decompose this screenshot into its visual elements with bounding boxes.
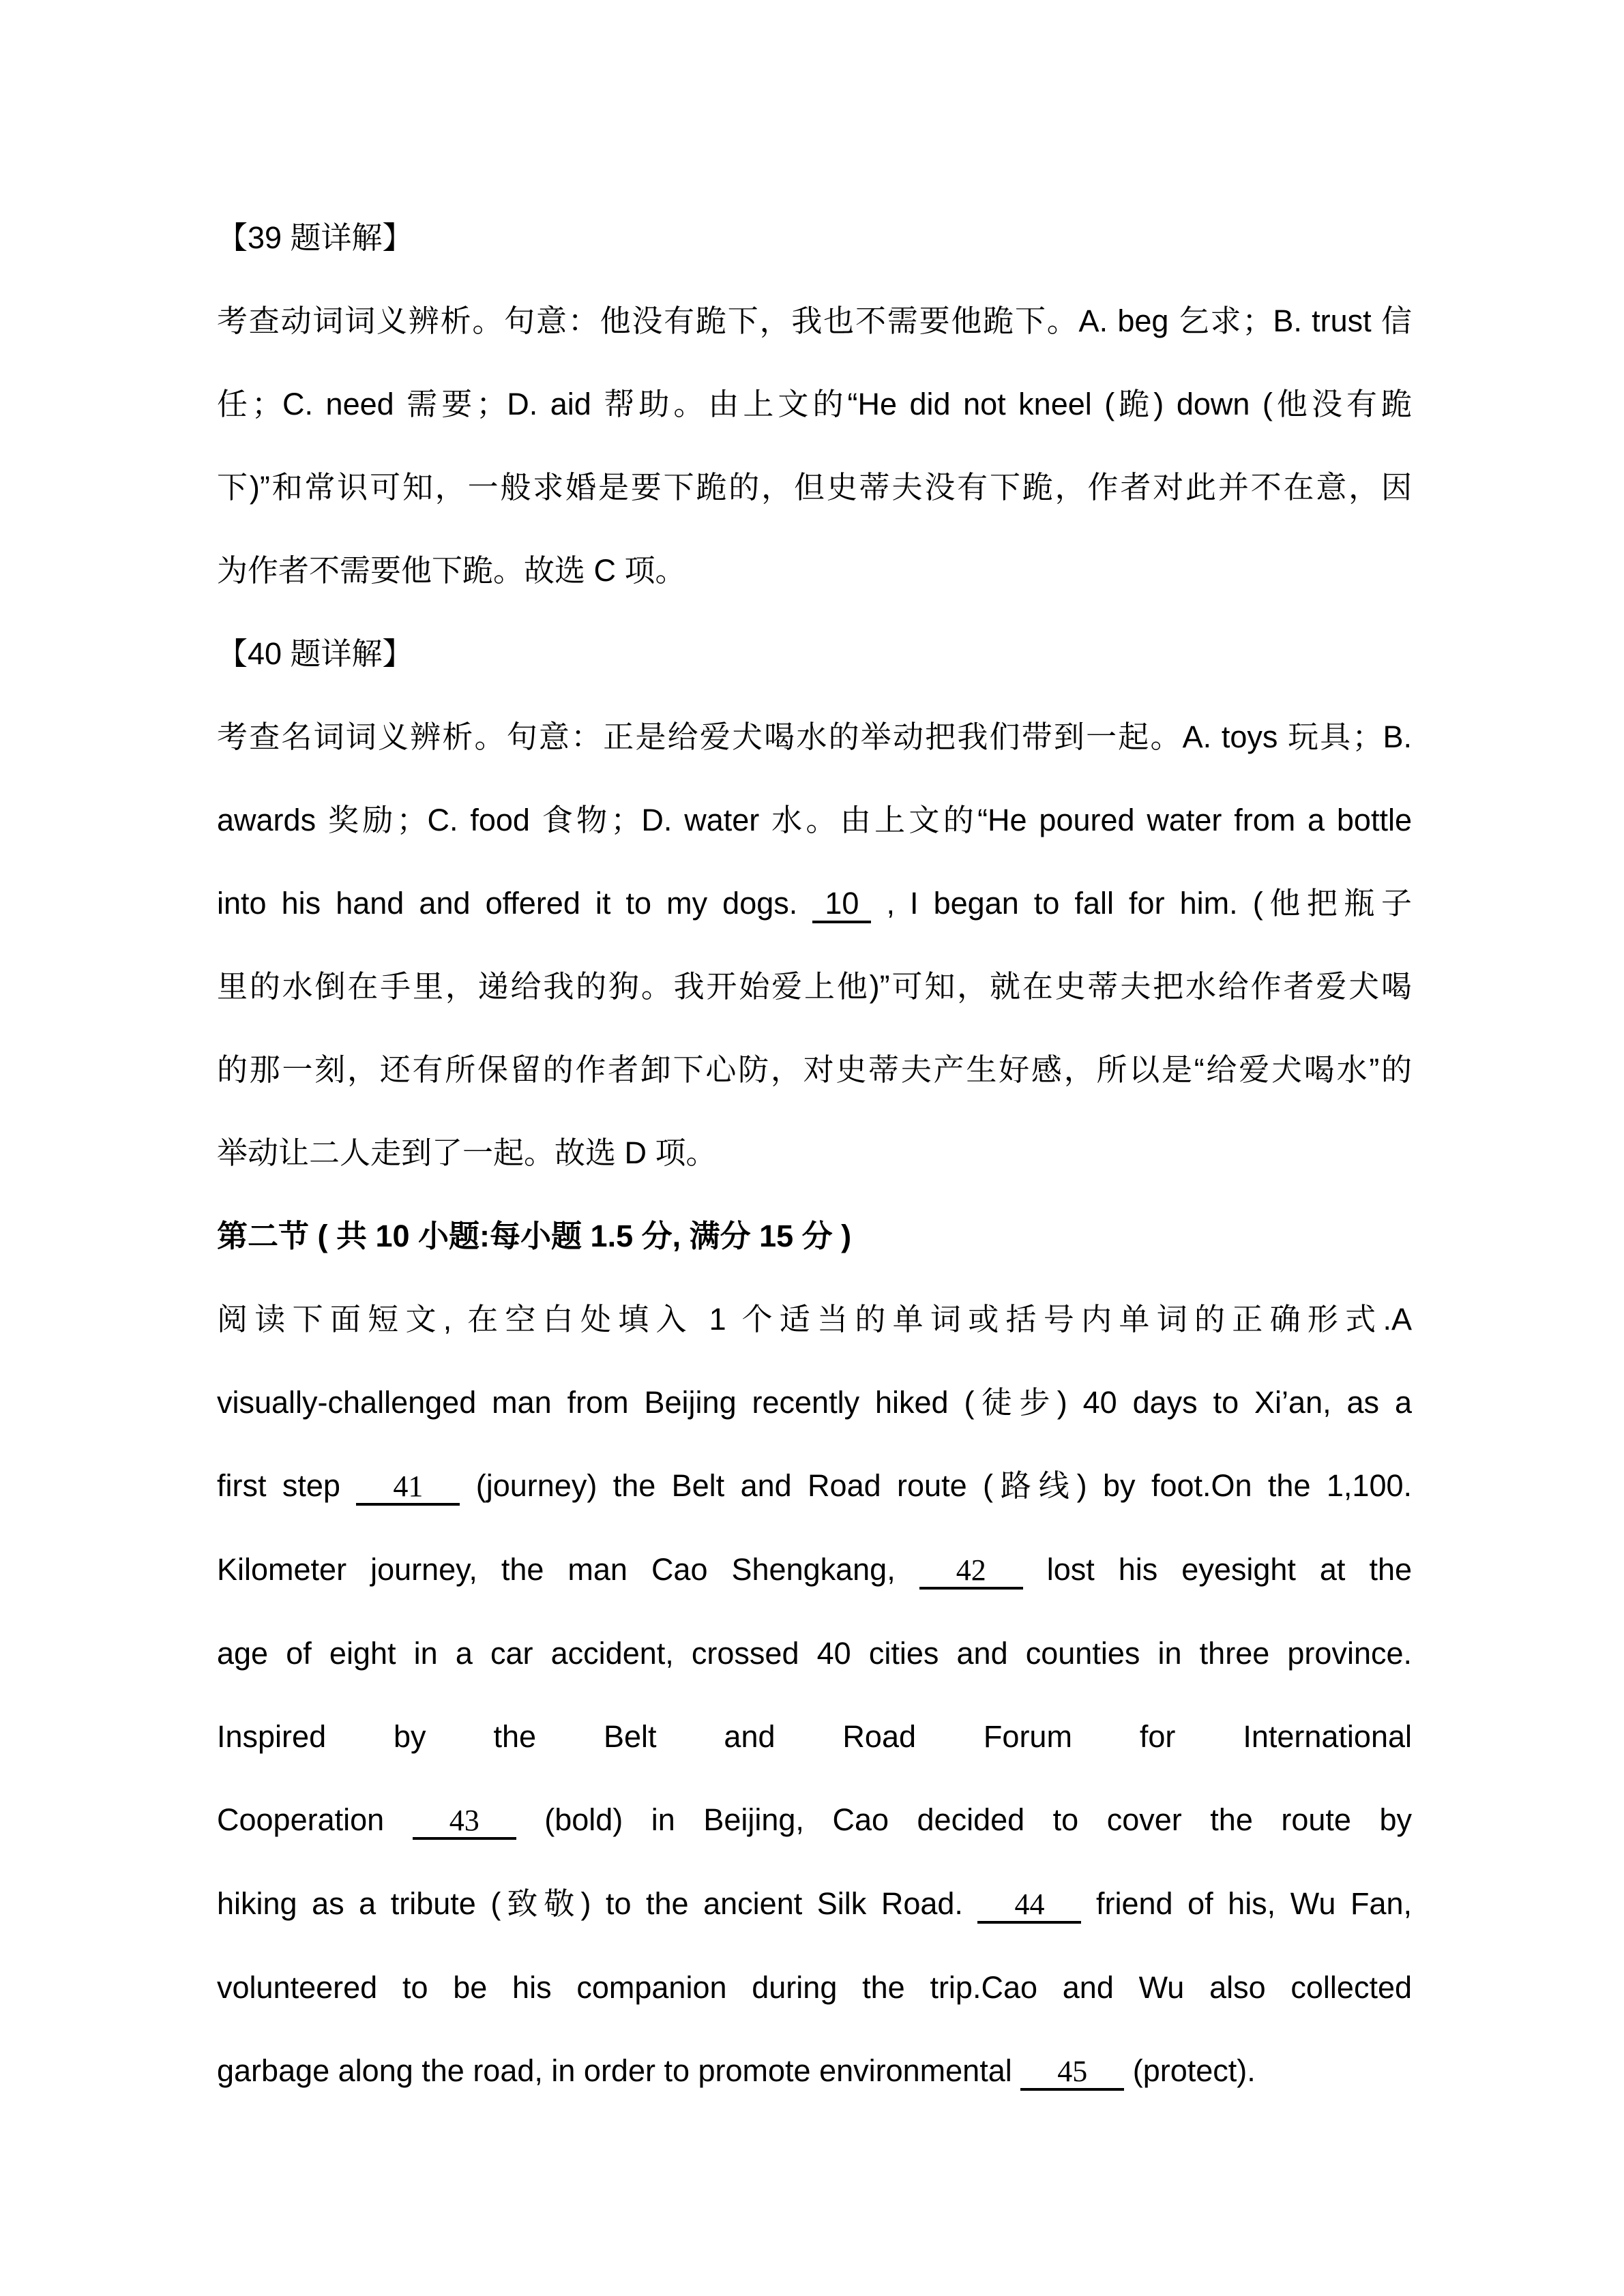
- answer-blank-44: 44: [977, 1888, 1081, 1924]
- text-segment: 【39 题详解】: [217, 220, 413, 255]
- text-segment: hiking as a tribute (致敬) to the ancient Silk Road.: [217, 1886, 978, 1921]
- text-line: [217, 779, 1412, 862]
- answer-blank-41: 41: [356, 1470, 460, 1506]
- text-segment: lost his eyesight at the: [1022, 1552, 1412, 1587]
- text-segment: 为作者不需要他下跪。故选 C 项。: [217, 553, 686, 588]
- text-segment: awards 奖励；C. food 食物；D. water 水。由上文的“He poured water from a bottle: [217, 803, 1412, 837]
- text-segment: into his hand and offered it to my dogs.: [217, 886, 813, 921]
- text-line: [217, 862, 1412, 945]
- text-segment: 举动让二人走到了一起。故选 D 项。: [217, 1135, 717, 1170]
- text-line: [217, 196, 1412, 280]
- text-segment: 考查动词词义辨析。句意：他没有跪下，我也不需要他跪下。A. beg 乞求；B. trust 信: [217, 303, 1412, 338]
- text-line: [217, 2029, 1412, 2113]
- text-segment: age of eight in a car accident, crossed 40 cities and counties in three province.: [217, 1636, 1412, 1671]
- section-2-heading: [217, 1195, 1412, 1278]
- text-line: [217, 363, 1412, 446]
- text-line: [217, 1361, 1412, 1444]
- text-segment: 【40 题详解】: [217, 636, 413, 671]
- text-line: [217, 1862, 1412, 1946]
- cloze-passage: [217, 1278, 1412, 2113]
- q40-heading: [217, 612, 1412, 696]
- text-segment: 第二节 ( 共 10 小题:每小题 1.5 分, 满分 15 分 ): [217, 1219, 852, 1253]
- text-line: [217, 1612, 1412, 1695]
- text-segment: visually-challenged man from Beijing recently hiked (徒步) 40 days to Xi’an, as a: [217, 1385, 1412, 1420]
- text-segment: first step: [217, 1468, 357, 1503]
- text-line: [217, 612, 1412, 696]
- text-segment: Kilometer journey, the man Cao Shengkang,: [217, 1552, 919, 1587]
- text-segment: 的那一刻，还有所保留的作者卸下心防，对史蒂夫产生好感，所以是“给爱犬喝水”的: [217, 1052, 1412, 1087]
- text-line: [217, 1528, 1412, 1612]
- text-segment: , I began to fall for him. (他把瓶子: [871, 886, 1412, 921]
- answer-blank-43: 43: [413, 1804, 516, 1840]
- text-segment: (bold) in Beijing, Cao decided to cover the route by: [516, 1802, 1412, 1837]
- answer-blank-42: 42: [919, 1553, 1023, 1590]
- text-segment: volunteered to be his companion during the trip.Cao and Wu also collected: [217, 1970, 1412, 2005]
- text-line: [217, 529, 1412, 612]
- answer-blank-10: 10: [812, 886, 871, 923]
- text-line: [217, 1028, 1412, 1112]
- text-segment: 考查名词词义辨析。句意：正是给爱犬喝水的举动把我们带到一起。A. toys 玩具；B.: [217, 719, 1412, 754]
- text-segment: friend of his, Wu Fan,: [1081, 1886, 1412, 1921]
- text-line: [217, 1444, 1412, 1528]
- text-line: [217, 1112, 1412, 1195]
- text-line: [217, 1278, 1412, 1361]
- q40-explanation: [217, 696, 1412, 1195]
- text-line: [217, 1195, 1412, 1278]
- text-segment: 任；C. need 需要；D. aid 帮助。由上文的“He did not kneel (跪) down (他没有跪: [217, 387, 1412, 421]
- text-line: [217, 945, 1412, 1028]
- text-segment: (journey) the Belt and Road route (路线) by foot.On the 1,100.: [460, 1468, 1412, 1503]
- text-line: [217, 1778, 1412, 1862]
- text-line: [217, 696, 1412, 779]
- text-segment: 下)”和常识可知，一般求婚是要下跪的，但史蒂夫没有下跪，作者对此并不在意，因: [217, 470, 1412, 505]
- q39-heading: [217, 196, 1412, 280]
- text-segment: garbage along the road, in order to promote environmental: [217, 2053, 1021, 2088]
- text-segment: 阅读下面短文, 在空白处填入 1 个适当的单词或括号内单词的正确形式.A: [217, 1302, 1412, 1337]
- q39-explanation: [217, 280, 1412, 612]
- text-line: [217, 1695, 1412, 1778]
- document-content: [217, 196, 1412, 2113]
- text-segment: Inspired by the Belt and Road Forum for International: [217, 1719, 1412, 1754]
- text-segment: (protect).: [1124, 2053, 1256, 2088]
- text-segment: Cooperation: [217, 1802, 413, 1837]
- answer-blank-45: 45: [1020, 2055, 1124, 2091]
- text-line: [217, 446, 1412, 529]
- text-line: [217, 280, 1412, 363]
- text-segment: 里的水倒在手里，递给我的狗。我开始爱上他)”可知，就在史蒂夫把水给作者爱犬喝: [217, 969, 1412, 1004]
- text-line: [217, 1946, 1412, 2029]
